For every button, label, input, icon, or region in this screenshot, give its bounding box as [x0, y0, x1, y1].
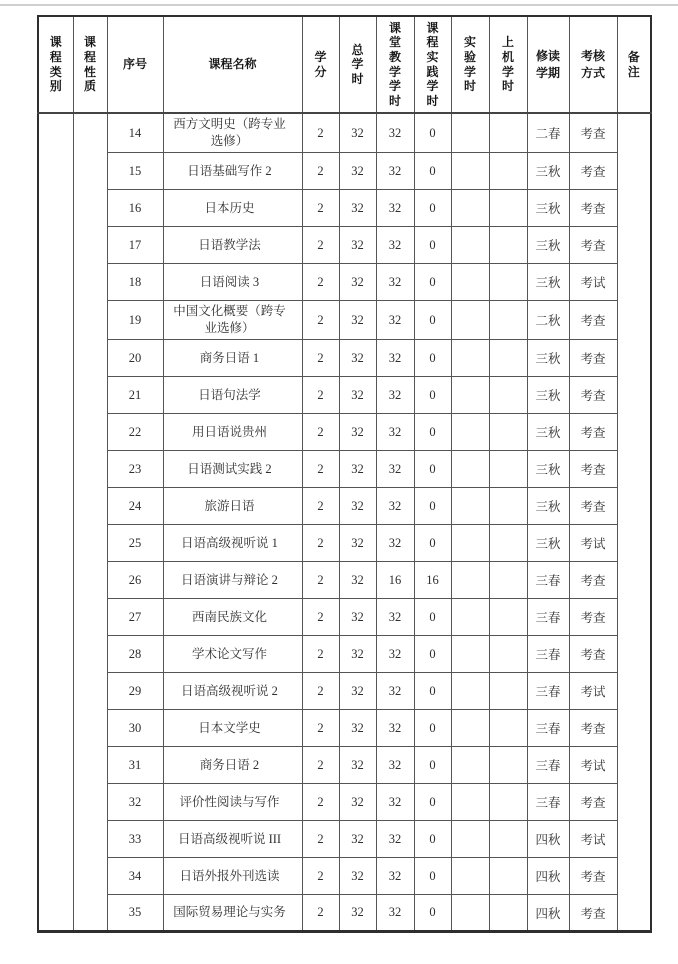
cell-semester: 三秋 — [527, 227, 569, 264]
cell-lab — [451, 451, 489, 488]
header-cell-computer — [489, 16, 527, 113]
cell-total: 32 — [339, 264, 376, 301]
cell-no: 31 — [107, 747, 163, 784]
cell-practice: 0 — [414, 858, 451, 895]
cell-practice: 0 — [414, 895, 451, 932]
table-body — [38, 113, 651, 932]
table-row — [38, 821, 651, 858]
cell-computer — [489, 784, 527, 821]
header-row — [38, 16, 651, 113]
cell-credits: 2 — [302, 636, 339, 673]
cell-practice: 0 — [414, 414, 451, 451]
cell-semester: 三秋 — [527, 377, 569, 414]
cell-computer — [489, 190, 527, 227]
cell-no: 16 — [107, 190, 163, 227]
cell-no: 24 — [107, 488, 163, 525]
cell-lab — [451, 525, 489, 562]
header-cell-credits — [302, 16, 339, 113]
cell-computer — [489, 821, 527, 858]
header-label-computer: 上机学时 — [501, 35, 514, 94]
cell-credits: 2 — [302, 599, 339, 636]
cell-assessment: 考试 — [569, 525, 617, 562]
header-label-name: 课程名称 — [208, 56, 257, 71]
cell-name: 日本文学史 — [163, 710, 302, 747]
cell-no: 35 — [107, 895, 163, 932]
cell-no: 33 — [107, 821, 163, 858]
header-label-classroom: 课堂教学学时 — [388, 20, 401, 108]
cell-computer — [489, 113, 527, 153]
cell-no: 20 — [107, 340, 163, 377]
cell-no: 14 — [107, 113, 163, 153]
cell-classroom: 32 — [376, 599, 414, 636]
cell-assessment: 考查 — [569, 599, 617, 636]
cell-total: 32 — [339, 673, 376, 710]
cell-name: 日语高级视听说 III — [163, 821, 302, 858]
cell-credits: 2 — [302, 858, 339, 895]
cell-credits: 2 — [302, 340, 339, 377]
cell-semester: 三秋 — [527, 414, 569, 451]
cell-total: 32 — [339, 113, 376, 153]
cell-practice: 0 — [414, 113, 451, 153]
cell-name: 旅游日语 — [163, 488, 302, 525]
cell-lab — [451, 488, 489, 525]
cell-semester: 三春 — [527, 747, 569, 784]
cell-classroom: 32 — [376, 414, 414, 451]
cell-no: 26 — [107, 562, 163, 599]
cell-semester: 三春 — [527, 710, 569, 747]
cell-lab — [451, 264, 489, 301]
cell-semester: 四秋 — [527, 821, 569, 858]
cell-credits: 2 — [302, 821, 339, 858]
cell-practice: 16 — [414, 562, 451, 599]
header-label-nature: 课程性质 — [83, 35, 96, 94]
cell-credits: 2 — [302, 153, 339, 190]
cell-name: 日语阅读 3 — [163, 264, 302, 301]
cell-practice: 0 — [414, 377, 451, 414]
cell-total: 32 — [339, 562, 376, 599]
table-row — [38, 264, 651, 301]
cell-computer — [489, 414, 527, 451]
cell-classroom: 32 — [376, 895, 414, 932]
cell-credits: 2 — [302, 377, 339, 414]
cell-no: 19 — [107, 301, 163, 340]
cell-semester: 四秋 — [527, 858, 569, 895]
table-row — [38, 488, 651, 525]
cell-assessment: 考查 — [569, 784, 617, 821]
table-row — [38, 377, 651, 414]
header-label-no: 序号 — [122, 56, 147, 71]
header-cell-total — [339, 16, 376, 113]
cell-remarks-merged — [617, 113, 651, 932]
cell-semester: 三秋 — [527, 153, 569, 190]
cell-assessment: 考查 — [569, 636, 617, 673]
cell-classroom: 32 — [376, 301, 414, 340]
cell-assessment: 考试 — [569, 747, 617, 784]
cell-credits: 2 — [302, 190, 339, 227]
cell-classroom: 32 — [376, 190, 414, 227]
cell-semester: 三春 — [527, 673, 569, 710]
cell-total: 32 — [339, 525, 376, 562]
cell-computer — [489, 451, 527, 488]
cell-practice: 0 — [414, 599, 451, 636]
cell-no: 28 — [107, 636, 163, 673]
cell-total: 32 — [339, 821, 376, 858]
cell-semester: 三秋 — [527, 525, 569, 562]
cell-lab — [451, 153, 489, 190]
cell-assessment: 考查 — [569, 301, 617, 340]
header-label-practice: 课程实践学时 — [426, 20, 439, 108]
cell-classroom: 32 — [376, 636, 414, 673]
cell-classroom: 32 — [376, 858, 414, 895]
cell-credits: 2 — [302, 710, 339, 747]
cell-computer — [489, 636, 527, 673]
table-row — [38, 747, 651, 784]
cell-no: 21 — [107, 377, 163, 414]
cell-credits: 2 — [302, 525, 339, 562]
table-row — [38, 227, 651, 264]
cell-classroom: 32 — [376, 264, 414, 301]
cell-semester: 三春 — [527, 636, 569, 673]
header-label-lab: 实验学时 — [463, 35, 476, 94]
cell-no: 18 — [107, 264, 163, 301]
cell-name: 西南民族文化 — [163, 599, 302, 636]
cell-lab — [451, 227, 489, 264]
cell-lab — [451, 784, 489, 821]
cell-name: 日语高级视听说 2 — [163, 673, 302, 710]
cell-semester: 三春 — [527, 562, 569, 599]
table-row — [38, 190, 651, 227]
cell-assessment: 考查 — [569, 562, 617, 599]
cell-name: 商务日语 1 — [163, 340, 302, 377]
cell-assessment: 考查 — [569, 414, 617, 451]
cell-no: 34 — [107, 858, 163, 895]
table-row — [38, 599, 651, 636]
cell-no: 22 — [107, 414, 163, 451]
cell-semester: 三秋 — [527, 264, 569, 301]
cell-assessment: 考查 — [569, 340, 617, 377]
cell-practice: 0 — [414, 227, 451, 264]
cell-classroom: 32 — [376, 710, 414, 747]
header-cell-classroom — [376, 16, 414, 113]
header-cell-name — [163, 16, 302, 113]
cell-practice: 0 — [414, 153, 451, 190]
cell-no: 15 — [107, 153, 163, 190]
cell-credits: 2 — [302, 113, 339, 153]
cell-computer — [489, 153, 527, 190]
cell-semester: 三秋 — [527, 488, 569, 525]
header-cell-assessment — [569, 16, 617, 113]
cell-assessment: 考试 — [569, 673, 617, 710]
cell-computer — [489, 525, 527, 562]
cell-no: 30 — [107, 710, 163, 747]
cell-assessment: 考查 — [569, 858, 617, 895]
table-row — [38, 562, 651, 599]
cell-assessment: 考试 — [569, 264, 617, 301]
cell-classroom: 32 — [376, 488, 414, 525]
cell-credits: 2 — [302, 264, 339, 301]
cell-lab — [451, 858, 489, 895]
cell-computer — [489, 227, 527, 264]
cell-computer — [489, 377, 527, 414]
cell-classroom: 32 — [376, 747, 414, 784]
cell-lab — [451, 190, 489, 227]
cell-practice: 0 — [414, 525, 451, 562]
page-top-rule — [0, 4, 678, 6]
header-cell-practice — [414, 16, 451, 113]
cell-nature-merged — [73, 113, 107, 932]
cell-total: 32 — [339, 340, 376, 377]
cell-name: 日语演讲与辩论 2 — [163, 562, 302, 599]
cell-credits: 2 — [302, 301, 339, 340]
table-row — [38, 451, 651, 488]
cell-assessment: 考查 — [569, 377, 617, 414]
cell-computer — [489, 340, 527, 377]
header-cell-nature — [73, 16, 107, 113]
header-cell-no — [107, 16, 163, 113]
table-row — [38, 153, 651, 190]
cell-computer — [489, 488, 527, 525]
cell-practice: 0 — [414, 821, 451, 858]
cell-lab — [451, 636, 489, 673]
cell-credits: 2 — [302, 673, 339, 710]
cell-computer — [489, 301, 527, 340]
cell-category-merged — [38, 113, 73, 932]
cell-classroom: 32 — [376, 340, 414, 377]
cell-credits: 2 — [302, 488, 339, 525]
cell-assessment: 考查 — [569, 488, 617, 525]
cell-total: 32 — [339, 858, 376, 895]
cell-semester: 三秋 — [527, 451, 569, 488]
cell-total: 32 — [339, 414, 376, 451]
cell-total: 32 — [339, 710, 376, 747]
cell-semester: 三秋 — [527, 340, 569, 377]
cell-no: 29 — [107, 673, 163, 710]
cell-total: 32 — [339, 784, 376, 821]
cell-lab — [451, 113, 489, 153]
cell-name: 商务日语 2 — [163, 747, 302, 784]
cell-computer — [489, 264, 527, 301]
cell-computer — [489, 895, 527, 932]
header-label-credits: 学分 — [314, 49, 327, 79]
table-row — [38, 895, 651, 932]
cell-lab — [451, 414, 489, 451]
table-row — [38, 710, 651, 747]
cell-total: 32 — [339, 599, 376, 636]
cell-lab — [451, 821, 489, 858]
cell-assessment: 考查 — [569, 153, 617, 190]
cell-no: 23 — [107, 451, 163, 488]
header-label-remarks: 备注 — [627, 49, 640, 79]
cell-semester: 三秋 — [527, 190, 569, 227]
table-row — [38, 784, 651, 821]
cell-computer — [489, 562, 527, 599]
cell-credits: 2 — [302, 227, 339, 264]
cell-assessment: 考查 — [569, 190, 617, 227]
cell-total: 32 — [339, 488, 376, 525]
cell-name: 日本历史 — [163, 190, 302, 227]
header-cell-semester — [527, 16, 569, 113]
cell-assessment: 考查 — [569, 227, 617, 264]
cell-lab — [451, 673, 489, 710]
table-row — [38, 301, 651, 340]
cell-assessment: 考查 — [569, 710, 617, 747]
cell-total: 32 — [339, 895, 376, 932]
cell-assessment: 考查 — [569, 113, 617, 153]
cell-name: 西方文明史（跨专业选修） — [163, 113, 302, 153]
cell-semester: 四秋 — [527, 895, 569, 932]
cell-credits: 2 — [302, 414, 339, 451]
cell-name: 日语测试实践 2 — [163, 451, 302, 488]
cell-lab — [451, 562, 489, 599]
cell-practice: 0 — [414, 673, 451, 710]
cell-computer — [489, 858, 527, 895]
cell-name: 日语句法学 — [163, 377, 302, 414]
cell-assessment: 考查 — [569, 895, 617, 932]
cell-name: 学术论文写作 — [163, 636, 302, 673]
cell-no: 17 — [107, 227, 163, 264]
cell-assessment: 考查 — [569, 451, 617, 488]
cell-lab — [451, 340, 489, 377]
cell-classroom: 32 — [376, 227, 414, 264]
cell-practice: 0 — [414, 264, 451, 301]
table-row — [38, 113, 651, 153]
cell-credits: 2 — [302, 895, 339, 932]
cell-credits: 2 — [302, 562, 339, 599]
cell-practice: 0 — [414, 747, 451, 784]
header-label-semester: 修读学期 — [535, 49, 560, 80]
cell-name: 日语高级视听说 1 — [163, 525, 302, 562]
header-cell-category — [38, 16, 73, 113]
cell-no: 27 — [107, 599, 163, 636]
curriculum-table — [37, 15, 652, 933]
cell-lab — [451, 301, 489, 340]
cell-computer — [489, 710, 527, 747]
cell-classroom: 32 — [376, 113, 414, 153]
cell-no: 25 — [107, 525, 163, 562]
cell-total: 32 — [339, 153, 376, 190]
cell-classroom: 32 — [376, 821, 414, 858]
cell-total: 32 — [339, 636, 376, 673]
cell-credits: 2 — [302, 747, 339, 784]
cell-classroom: 32 — [376, 153, 414, 190]
header-label-category: 课程类别 — [49, 35, 62, 94]
cell-classroom: 32 — [376, 377, 414, 414]
header-cell-remarks — [617, 16, 651, 113]
cell-practice: 0 — [414, 190, 451, 227]
header-cell-lab — [451, 16, 489, 113]
cell-name: 日语教学法 — [163, 227, 302, 264]
cell-classroom: 32 — [376, 451, 414, 488]
cell-no: 32 — [107, 784, 163, 821]
cell-practice: 0 — [414, 451, 451, 488]
cell-lab — [451, 895, 489, 932]
cell-classroom: 32 — [376, 673, 414, 710]
cell-semester: 二秋 — [527, 301, 569, 340]
cell-practice: 0 — [414, 301, 451, 340]
cell-practice: 0 — [414, 710, 451, 747]
cell-classroom: 32 — [376, 784, 414, 821]
cell-semester: 三春 — [527, 784, 569, 821]
table-row — [38, 673, 651, 710]
cell-lab — [451, 747, 489, 784]
cell-practice: 0 — [414, 488, 451, 525]
cell-semester: 三春 — [527, 599, 569, 636]
table-header — [38, 16, 651, 113]
cell-credits: 2 — [302, 784, 339, 821]
header-label-total: 总学时 — [351, 42, 364, 86]
table-row — [38, 414, 651, 451]
cell-name: 用日语说贵州 — [163, 414, 302, 451]
cell-lab — [451, 710, 489, 747]
table-row — [38, 525, 651, 562]
table-row — [38, 858, 651, 895]
cell-lab — [451, 599, 489, 636]
cell-computer — [489, 599, 527, 636]
cell-classroom: 16 — [376, 562, 414, 599]
cell-name: 中国文化概要（跨专业选修） — [163, 301, 302, 340]
cell-name: 评价性阅读与写作 — [163, 784, 302, 821]
cell-credits: 2 — [302, 451, 339, 488]
cell-assessment: 考试 — [569, 821, 617, 858]
table-row — [38, 340, 651, 377]
cell-total: 32 — [339, 227, 376, 264]
cell-practice: 0 — [414, 636, 451, 673]
cell-name: 日语外报外刊选读 — [163, 858, 302, 895]
cell-practice: 0 — [414, 784, 451, 821]
header-label-assessment: 考核方式 — [580, 49, 605, 80]
cell-practice: 0 — [414, 340, 451, 377]
cell-computer — [489, 673, 527, 710]
cell-name: 国际贸易理论与实务 — [163, 895, 302, 932]
cell-total: 32 — [339, 301, 376, 340]
table-row — [38, 636, 651, 673]
cell-lab — [451, 377, 489, 414]
cell-classroom: 32 — [376, 525, 414, 562]
cell-computer — [489, 747, 527, 784]
cell-name: 日语基础写作 2 — [163, 153, 302, 190]
cell-total: 32 — [339, 451, 376, 488]
cell-total: 32 — [339, 377, 376, 414]
cell-total: 32 — [339, 190, 376, 227]
cell-total: 32 — [339, 747, 376, 784]
cell-semester: 二春 — [527, 113, 569, 153]
